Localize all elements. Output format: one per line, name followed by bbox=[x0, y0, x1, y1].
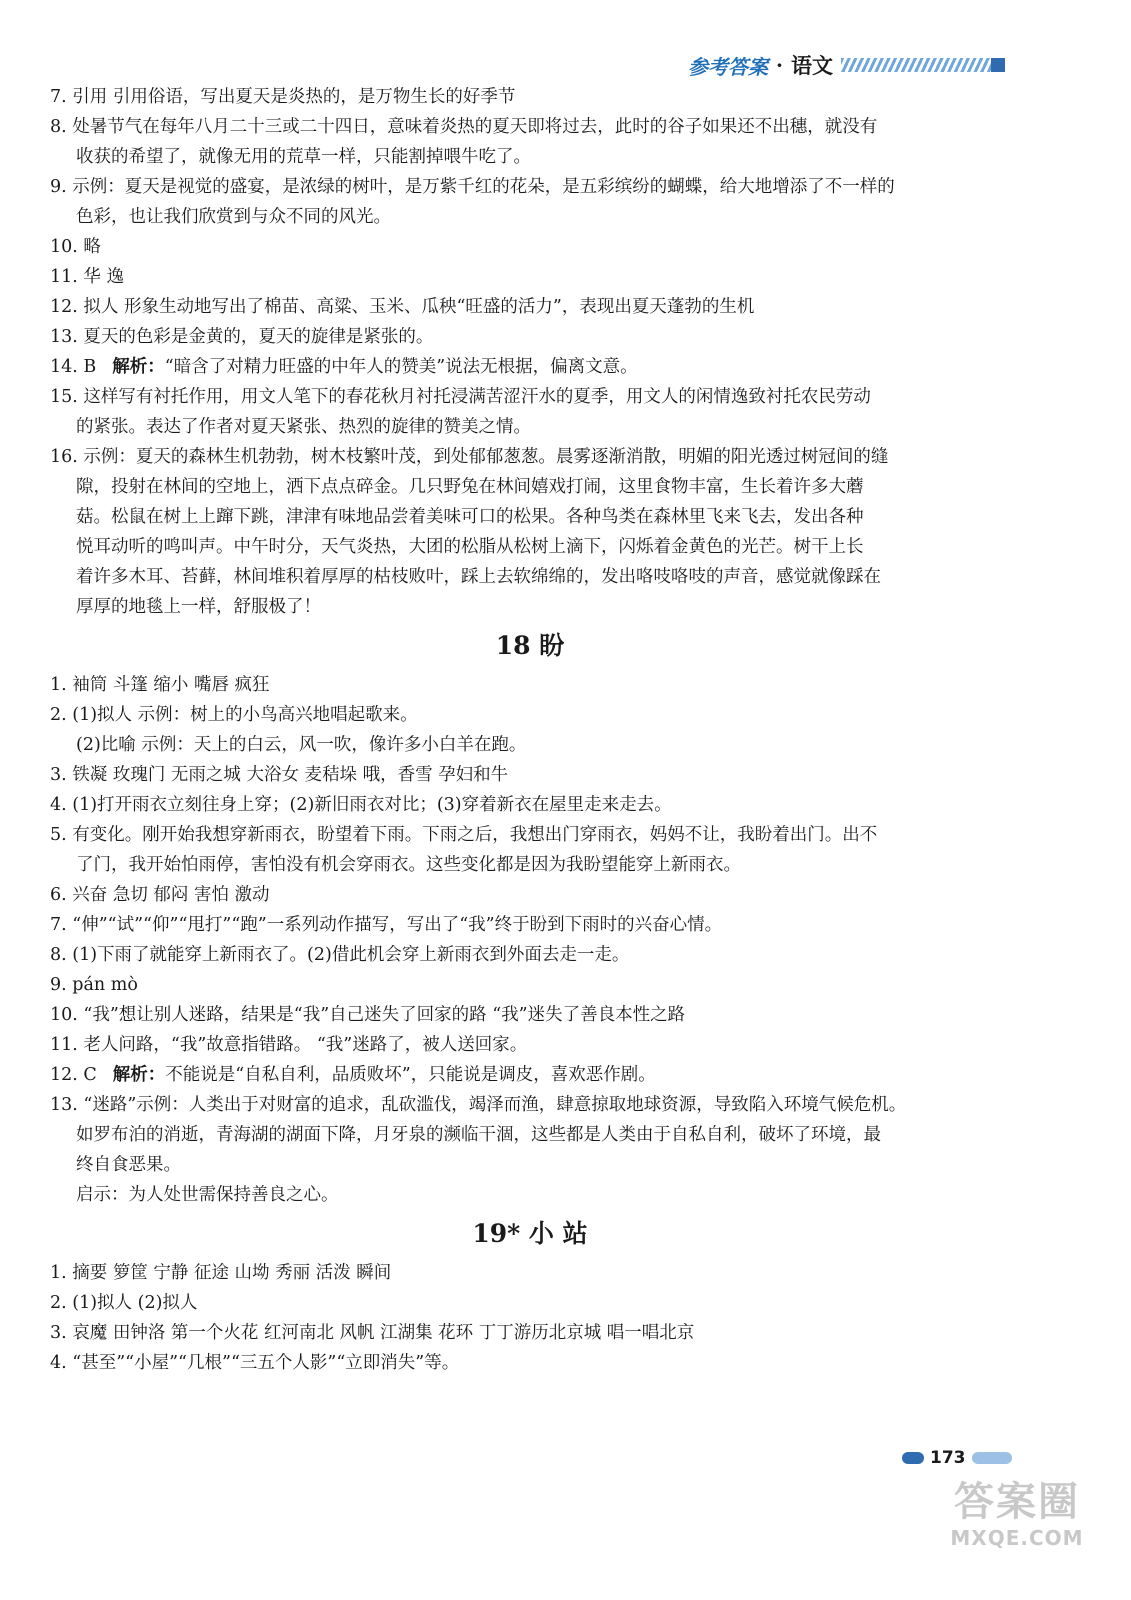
answer-line: 启示：为人处世需保持善良之心。 bbox=[76, 1185, 339, 1205]
header-decoration-bar bbox=[841, 58, 1005, 72]
answer-line: 1. 摘要 箩筐 宁静 征途 山坳 秀丽 活泼 瞬间 bbox=[50, 1263, 392, 1283]
page-footer bbox=[902, 1448, 1012, 1468]
answer-line: 如罗布泊的消逝，青海湖的湖面下降，月牙泉的濒临干涸，这些都是人类由于自私自利，破坏了环境，最 bbox=[76, 1125, 881, 1145]
section-title-19: 19* 小 站 bbox=[472, 1219, 588, 1248]
answer-line: 16. 示例：夏天的森林生机勃勃，树木枝繁叶茂，到处郁郁葱葱。晨雾逐渐消散，明媚的阳光透过树冠间的缝 bbox=[50, 447, 889, 467]
answer-line: 2. (1)拟人 示例：树上的小鸟高兴地唱起歌来。 bbox=[50, 705, 418, 725]
answer-line: 3. 哀魔 田钟洛 第一个火花 红河南北 风帆 江湖集 花环 丁丁游历北京城 唱一唱北京 bbox=[50, 1323, 695, 1343]
answer-line: 8. (1)下雨了就能穿上新雨衣了。(2)借此机会穿上新雨衣到外面去走一走。 bbox=[50, 945, 630, 965]
header-separator: · bbox=[776, 53, 783, 77]
answer-number: 14. B bbox=[50, 357, 97, 377]
answer-line: 8. 处暑节气在每年八月二十三或二十四日，意味着炎热的夏天即将过去，此时的谷子如果还不出穗，就没有 bbox=[50, 117, 878, 137]
answer-line: 11. 老人问路，“我”故意指错路。 “我”迷路了，被人送回家。 bbox=[50, 1035, 528, 1055]
answer-line: 11. 华 逸 bbox=[50, 267, 124, 287]
answer-line: 12. 拟人 形象生动地写出了棉苗、高粱、玉米、瓜秧“旺盛的活力”，表现出夏天蓬勃的生机 bbox=[50, 297, 755, 317]
analysis-label: 解析： bbox=[112, 357, 165, 377]
header-brand: 参考答案 bbox=[688, 54, 769, 79]
answer-content bbox=[50, 82, 1010, 1378]
answer-number: 12. C bbox=[50, 1065, 97, 1085]
footer-dot-icon bbox=[902, 1452, 924, 1464]
footer-pill-icon bbox=[972, 1452, 1012, 1464]
watermark-sub: MXQE.COM bbox=[950, 1526, 1084, 1550]
answer-line bbox=[50, 352, 1010, 382]
answer-line: 终自食恶果。 bbox=[76, 1155, 181, 1175]
answer-line: 13. “迷路”示例：人类出于对财富的追求，乱砍滥伐，竭泽而渔，肆意掠取地球资源，导致陷入环境气候危机。 bbox=[50, 1095, 907, 1115]
page-header bbox=[688, 50, 1005, 80]
answer-line: 隙，投射在林间的空地上，洒下点点碎金。几只野兔在林间嬉戏打闹，这里食物丰富，生长着许多大蘑 bbox=[76, 477, 864, 497]
answer-line: 着许多木耳、苔藓，林间堆积着厚厚的枯枝败叶，踩上去软绵绵的，发出咯吱咯吱的声音，感觉就像踩在 bbox=[76, 567, 881, 587]
answer-line: 7. 引用 引用俗语，写出夏天是炎热的，是万物生长的好季节 bbox=[50, 87, 516, 107]
analysis-text: 不能说是“自私自利，品质败坏”，只能说是调皮，喜欢恶作剧。 bbox=[165, 1065, 656, 1085]
section-title-18: 18 盼 bbox=[495, 631, 565, 660]
answer-line: (2)比喻 示例：天上的白云，风一吹，像许多小白羊在跑。 bbox=[76, 735, 527, 755]
answer-line: 10. 略 bbox=[50, 237, 101, 257]
answer-line: 悦耳动听的鸣叫声。中午时分，天气炎热，大团的松脂从松树上滴下，闪烁着金黄色的光芒。树干上长 bbox=[76, 537, 864, 557]
answer-line: 4. “甚至”“小屋”“几根”“三五个人影”“立即消失”等。 bbox=[50, 1353, 460, 1373]
answer-line: 9. 示例：夏天是视觉的盛宴，是浓绿的树叶，是万紫千红的花朵，是五彩缤纷的蝴蝶，给大地增添了不一样的 bbox=[50, 177, 895, 197]
watermark-logo bbox=[922, 1478, 1112, 1550]
answer-line: 13. 夏天的色彩是金黄的，夏天的旋律是紧张的。 bbox=[50, 327, 434, 347]
analysis-text: “暗含了对精力旺盛的中年人的赞美”说法无根据，偏离文意。 bbox=[164, 357, 638, 377]
answer-line: 3. 铁凝 玫瑰门 无雨之城 大浴女 麦秸垛 哦，香雪 孕妇和牛 bbox=[50, 765, 509, 785]
answer-line: 2. (1)拟人 (2)拟人 bbox=[50, 1293, 198, 1313]
answer-line: 15. 这样写有衬托作用，用文人笔下的春花秋月衬托浸满苦涩汗水的夏季，用文人的闲情逸致衬托农民劳动 bbox=[50, 387, 871, 407]
answer-line: 了门，我开始怕雨停，害怕没有机会穿雨衣。这些变化都是因为我盼望能穿上新雨衣。 bbox=[76, 855, 741, 875]
answer-line: 收获的希望了，就像无用的荒草一样，只能割掉喂牛吃了。 bbox=[76, 147, 531, 167]
answer-line bbox=[50, 1060, 1010, 1090]
page-number: 173 bbox=[930, 1448, 966, 1468]
answer-line: 菇。松鼠在树上上蹿下跳，津津有味地品尝着美味可口的松果。各种鸟类在森林里飞来飞去，发出各种 bbox=[76, 507, 864, 527]
answer-line: 7. “伸”“试”“仰”“甩打”“跑”一系列动作描写，写出了“我”终于盼到下雨时的兴奋心情。 bbox=[50, 915, 723, 935]
answer-line: 5. 有变化。刚开始我想穿新雨衣，盼望着下雨。下雨之后，我想出门穿雨衣，妈妈不让，我盼着出门。出不 bbox=[50, 825, 878, 845]
answer-line: 6. 兴奋 急切 郁闷 害怕 激动 bbox=[50, 885, 270, 905]
answer-line: 10. “我”想让别人迷路，结果是“我”自己迷失了回家的路 “我”迷失了善良本性之路 bbox=[50, 1005, 686, 1025]
answer-line: 9. pán mò bbox=[50, 975, 138, 995]
answer-line: 1. 袖筒 斗篷 缩小 嘴唇 疯狂 bbox=[50, 675, 270, 695]
watermark-main: 答案圈 bbox=[954, 1479, 1080, 1525]
answer-line: 厚厚的地毯上一样，舒服极了！ bbox=[76, 597, 321, 617]
answer-line: 色彩，也让我们欣赏到与众不同的风光。 bbox=[76, 207, 391, 227]
header-subject: 语文 bbox=[791, 54, 833, 78]
answer-line: 的紧张。表达了作者对夏天紧张、热烈的旋律的赞美之情。 bbox=[76, 417, 531, 437]
analysis-label: 解析： bbox=[112, 1065, 166, 1085]
answer-line: 4. (1)打开雨衣立刻往身上穿；(2)新旧雨衣对比；(3)穿着新衣在屋里走来走去。 bbox=[50, 795, 672, 815]
